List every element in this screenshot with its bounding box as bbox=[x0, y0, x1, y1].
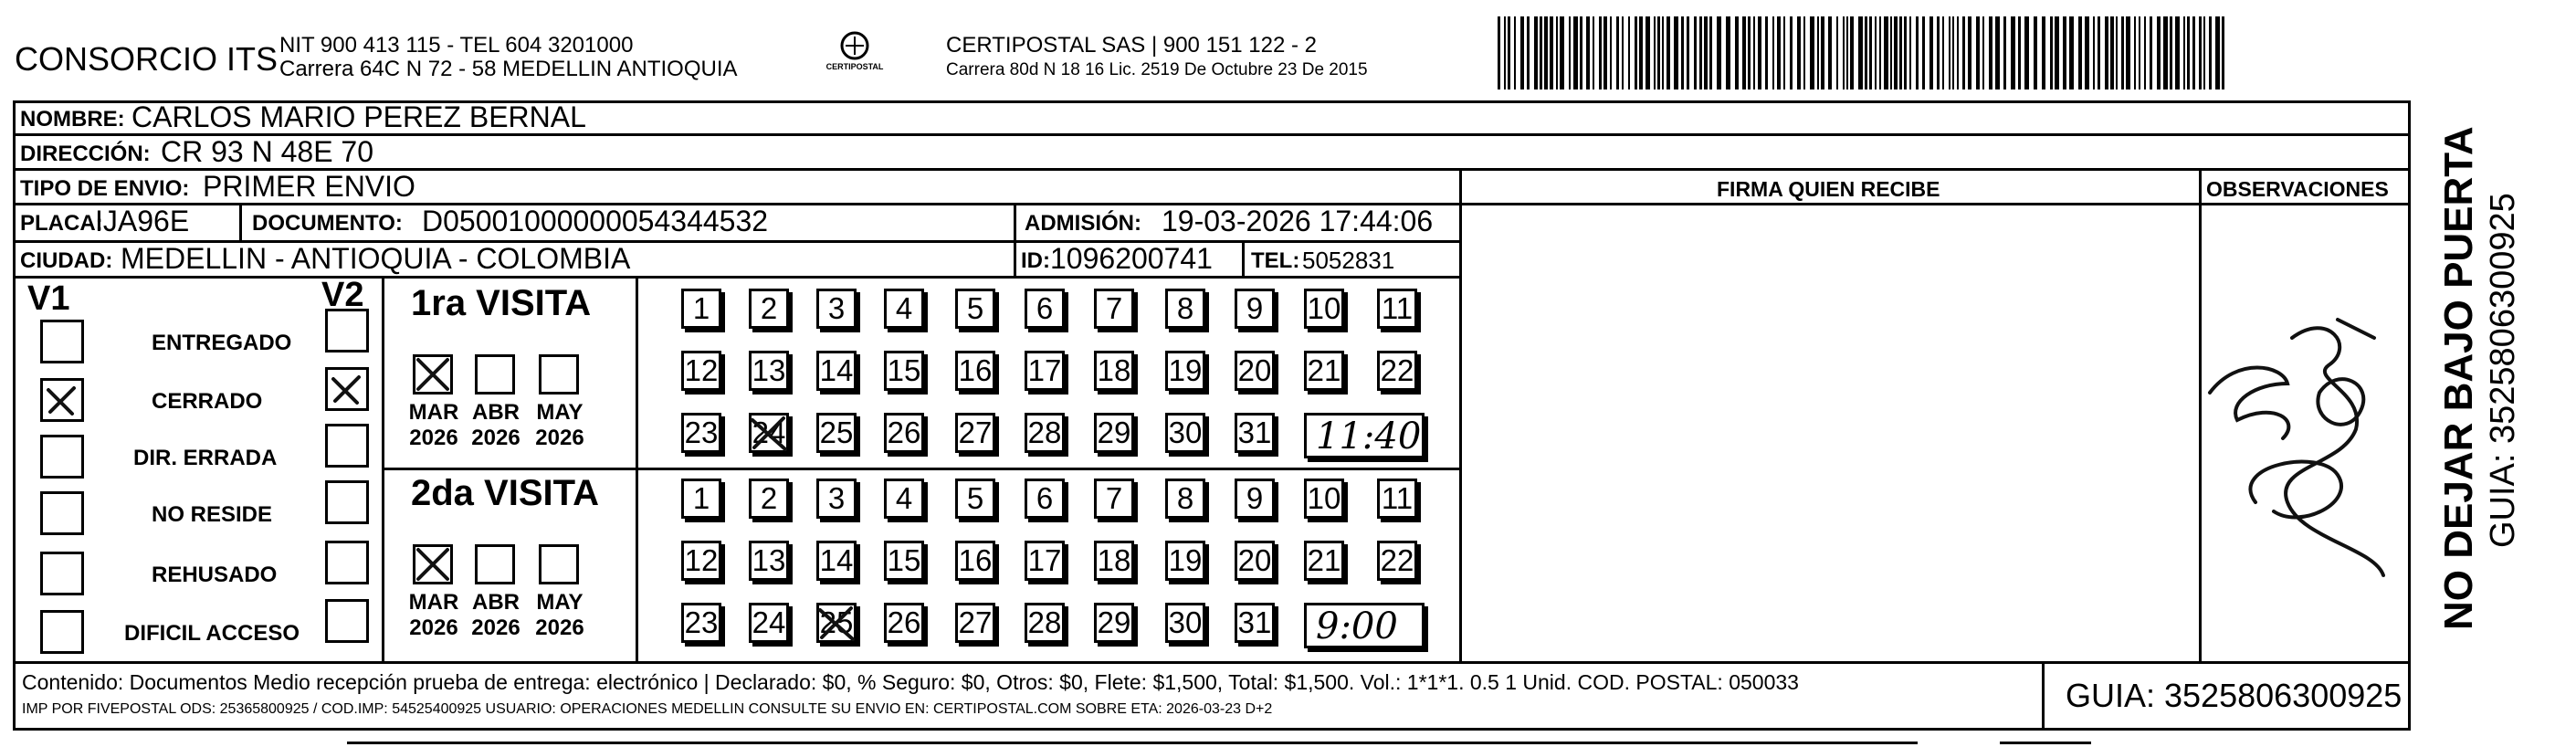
day-box-9[interactable]: 9 bbox=[1235, 289, 1275, 329]
month-checkbox-1[interactable] bbox=[475, 354, 515, 395]
day-box-28[interactable]: 28 bbox=[1025, 603, 1065, 643]
day-box-22[interactable]: 22 bbox=[1377, 351, 1417, 391]
certipostal-logo bbox=[809, 29, 900, 80]
day-box-25[interactable]: 25 bbox=[816, 603, 857, 643]
day-box-6[interactable]: 6 bbox=[1025, 289, 1065, 329]
recipient-signature bbox=[2201, 283, 2411, 612]
day-box-1[interactable]: 1 bbox=[681, 289, 721, 329]
day-box-10[interactable]: 10 bbox=[1304, 479, 1344, 519]
nombre-value: CARLOS MARIO PEREZ BERNAL bbox=[131, 100, 586, 133]
day-box-27[interactable]: 27 bbox=[955, 603, 995, 643]
side-guia: GUIA: 3525806300925 bbox=[2484, 193, 2522, 548]
month-checkbox-2[interactable] bbox=[539, 354, 579, 395]
ciudad-value: MEDELLIN - ANTIOQUIA - COLOMBIA bbox=[121, 242, 631, 275]
month-label: ABR 2026 bbox=[471, 590, 520, 640]
v1-checkbox-5[interactable] bbox=[40, 610, 84, 654]
day-box-30[interactable]: 30 bbox=[1165, 603, 1205, 643]
placa-value: IJA96E bbox=[95, 205, 190, 237]
handwritten-time: 11:40 bbox=[1316, 416, 1422, 458]
admision-label: ADMISIÓN: bbox=[1025, 211, 1141, 236]
status-label: REHUSADO bbox=[152, 563, 278, 587]
day-box-29[interactable]: 29 bbox=[1094, 413, 1134, 453]
day-box-17[interactable]: 17 bbox=[1025, 541, 1065, 581]
status-label: DIR. ERRADA bbox=[133, 446, 278, 470]
time-box[interactable] bbox=[1304, 413, 1425, 458]
day-box-4[interactable]: 4 bbox=[884, 289, 924, 329]
day-box-23[interactable]: 23 bbox=[681, 413, 721, 453]
status-label: DIFICIL ACCESO bbox=[124, 621, 300, 646]
handwritten-time: 9:00 bbox=[1316, 605, 1398, 647]
status-label: CERRADO bbox=[152, 389, 263, 414]
footer-content: Contenido: Documentos Medio recepción prueba de entrega: electrónico | Declarado: $0, % Seguro: $0, Otros: $0, Flete: $1,500, Total: $1,500. Vol.: 1*1*1. 0.5 1 Unid. COD. POSTAL: 050033 bbox=[22, 670, 1799, 694]
month-checkbox-0[interactable] bbox=[413, 544, 453, 584]
tipo-envio-label: TIPO DE ENVIO: bbox=[20, 176, 190, 201]
day-box-8[interactable]: 8 bbox=[1165, 479, 1205, 519]
month-checkbox-0[interactable] bbox=[413, 354, 453, 395]
day-box-16[interactable]: 16 bbox=[955, 541, 995, 581]
v2-checkbox-0[interactable] bbox=[325, 309, 369, 352]
day-box-3[interactable]: 3 bbox=[816, 479, 857, 519]
side-warning: NO DEJAR BAJO PUERTA bbox=[2436, 126, 2481, 630]
tel-label: TEL: bbox=[1251, 248, 1300, 273]
logo-text: CERTIPOSTAL bbox=[825, 62, 884, 71]
day-box-30[interactable]: 30 bbox=[1165, 413, 1205, 453]
v2-checkbox-4[interactable] bbox=[325, 541, 369, 584]
day-box-7[interactable]: 7 bbox=[1094, 479, 1134, 519]
company-info-line1: NIT 900 413 115 - TEL 604 3201000 bbox=[279, 33, 634, 58]
day-box-23[interactable]: 23 bbox=[681, 603, 721, 643]
id-value: 1096200741 bbox=[1050, 242, 1213, 275]
day-box-13[interactable]: 13 bbox=[749, 541, 789, 581]
day-box-14[interactable]: 14 bbox=[816, 541, 857, 581]
day-box-12[interactable]: 12 bbox=[681, 351, 721, 391]
day-box-5[interactable]: 5 bbox=[955, 479, 995, 519]
courier-info-line1: CERTIPOSTAL SAS | 900 151 122 - 2 bbox=[946, 33, 1317, 58]
month-label: MAY 2026 bbox=[535, 400, 584, 450]
day-box-3[interactable]: 3 bbox=[816, 289, 857, 329]
day-box-7[interactable]: 7 bbox=[1094, 289, 1134, 329]
footer-guia: GUIA: 3525806300925 bbox=[2066, 677, 2403, 714]
v2-checkbox-2[interactable] bbox=[325, 424, 369, 468]
company-name: CONSORCIO ITS bbox=[15, 40, 279, 78]
day-box-24[interactable]: 24 bbox=[749, 413, 789, 453]
status-label: NO RESIDE bbox=[152, 502, 273, 527]
v2-checkbox-5[interactable] bbox=[325, 599, 369, 643]
nombre-label: NOMBRE: bbox=[20, 107, 125, 132]
v2-header: V2 bbox=[321, 276, 364, 314]
day-box-10[interactable]: 10 bbox=[1304, 289, 1344, 329]
day-box-25[interactable]: 25 bbox=[816, 413, 857, 453]
month-label: MAY 2026 bbox=[535, 590, 584, 640]
v1-header: V1 bbox=[27, 279, 70, 318]
day-box-27[interactable]: 27 bbox=[955, 413, 995, 453]
day-box-5[interactable]: 5 bbox=[955, 289, 995, 329]
v1-checkbox-1[interactable] bbox=[40, 378, 84, 422]
day-box-11[interactable]: 11 bbox=[1377, 289, 1417, 329]
month-label: ABR 2026 bbox=[471, 400, 520, 450]
day-box-13[interactable]: 13 bbox=[749, 351, 789, 391]
bottom-edge-line bbox=[347, 742, 1918, 744]
day-box-8[interactable]: 8 bbox=[1165, 289, 1205, 329]
day-box-14[interactable]: 14 bbox=[816, 351, 857, 391]
month-checkbox-1[interactable] bbox=[475, 544, 515, 584]
v1-checkbox-4[interactable] bbox=[40, 552, 84, 595]
month-label: MAR 2026 bbox=[408, 590, 459, 640]
tel-value: 5052831 bbox=[1302, 247, 1395, 274]
day-box-15[interactable]: 15 bbox=[884, 541, 924, 581]
day-box-4[interactable]: 4 bbox=[884, 479, 924, 519]
v1-checkbox-0[interactable] bbox=[40, 320, 84, 363]
day-box-26[interactable]: 26 bbox=[884, 603, 924, 643]
day-box-21[interactable]: 21 bbox=[1304, 351, 1344, 391]
day-box-28[interactable]: 28 bbox=[1025, 413, 1065, 453]
day-box-18[interactable]: 18 bbox=[1094, 351, 1134, 391]
v1-checkbox-2[interactable] bbox=[40, 435, 84, 479]
day-box-29[interactable]: 29 bbox=[1094, 603, 1134, 643]
company-info-line2: Carrera 64C N 72 - 58 MEDELLIN ANTIOQUIA bbox=[279, 57, 738, 81]
day-box-31[interactable]: 31 bbox=[1235, 413, 1275, 453]
day-box-2[interactable]: 2 bbox=[749, 479, 789, 519]
v1-checkbox-3[interactable] bbox=[40, 491, 84, 535]
observaciones-header: OBSERVACIONES bbox=[2206, 177, 2389, 201]
status-label: ENTREGADO bbox=[152, 331, 292, 355]
tipo-envio-value: PRIMER ENVIO bbox=[203, 170, 415, 203]
day-box-19[interactable]: 19 bbox=[1165, 351, 1205, 391]
visit-title: 2da VISITA bbox=[411, 473, 599, 513]
visit-title: 1ra VISITA bbox=[411, 283, 592, 323]
v2-checkbox-3[interactable] bbox=[325, 480, 369, 524]
barcode bbox=[1498, 16, 2228, 89]
id-label: ID: bbox=[1021, 248, 1050, 273]
day-box-15[interactable]: 15 bbox=[884, 351, 924, 391]
day-box-6[interactable]: 6 bbox=[1025, 479, 1065, 519]
day-box-2[interactable]: 2 bbox=[749, 289, 789, 329]
day-box-19[interactable]: 19 bbox=[1165, 541, 1205, 581]
documento-label: DOCUMENTO: bbox=[252, 211, 403, 236]
v2-checkbox-1[interactable] bbox=[325, 367, 369, 411]
day-box-16[interactable]: 16 bbox=[955, 351, 995, 391]
day-box-22[interactable]: 22 bbox=[1377, 541, 1417, 581]
placa-label: PLACA: bbox=[20, 211, 103, 236]
day-box-26[interactable]: 26 bbox=[884, 413, 924, 453]
admision-value: 19-03-2026 17:44:06 bbox=[1162, 205, 1434, 237]
day-box-17[interactable]: 17 bbox=[1025, 351, 1065, 391]
day-box-31[interactable]: 31 bbox=[1235, 603, 1275, 643]
direccion-label: DIRECCIÓN: bbox=[20, 142, 151, 166]
day-box-11[interactable]: 11 bbox=[1377, 479, 1417, 519]
day-box-24[interactable]: 24 bbox=[749, 603, 789, 643]
month-label: MAR 2026 bbox=[408, 400, 459, 450]
day-box-21[interactable]: 21 bbox=[1304, 541, 1344, 581]
ciudad-label: CIUDAD: bbox=[20, 248, 113, 273]
courier-info-line2: Carrera 80d N 18 16 Lic. 2519 De Octubre 23 De 2015 bbox=[946, 60, 1368, 79]
bottom-edge-line-right bbox=[2000, 742, 2091, 744]
time-box[interactable] bbox=[1304, 603, 1425, 648]
direccion-value: CR 93 N 48E 70 bbox=[161, 135, 374, 168]
day-box-20[interactable]: 20 bbox=[1235, 541, 1275, 581]
day-box-9[interactable]: 9 bbox=[1235, 479, 1275, 519]
month-checkbox-2[interactable] bbox=[539, 544, 579, 584]
day-box-1[interactable]: 1 bbox=[681, 479, 721, 519]
documento-value: D05001000000054344532 bbox=[422, 205, 769, 237]
day-box-20[interactable]: 20 bbox=[1235, 351, 1275, 391]
footer-print-info: IMP POR FIVEPOSTAL ODS: 25365800925 / COD.IMP: 54525400925 USUARIO: OPERACIONES MEDELLIN CONSULTE SU ENVIO EN: CERTIPOSTAL.COM SOBRE ETA: 2026-03-23 D+2 bbox=[22, 701, 1273, 717]
day-box-12[interactable]: 12 bbox=[681, 541, 721, 581]
day-box-18[interactable]: 18 bbox=[1094, 541, 1134, 581]
firma-header: FIRMA QUIEN RECIBE bbox=[1717, 177, 1940, 201]
